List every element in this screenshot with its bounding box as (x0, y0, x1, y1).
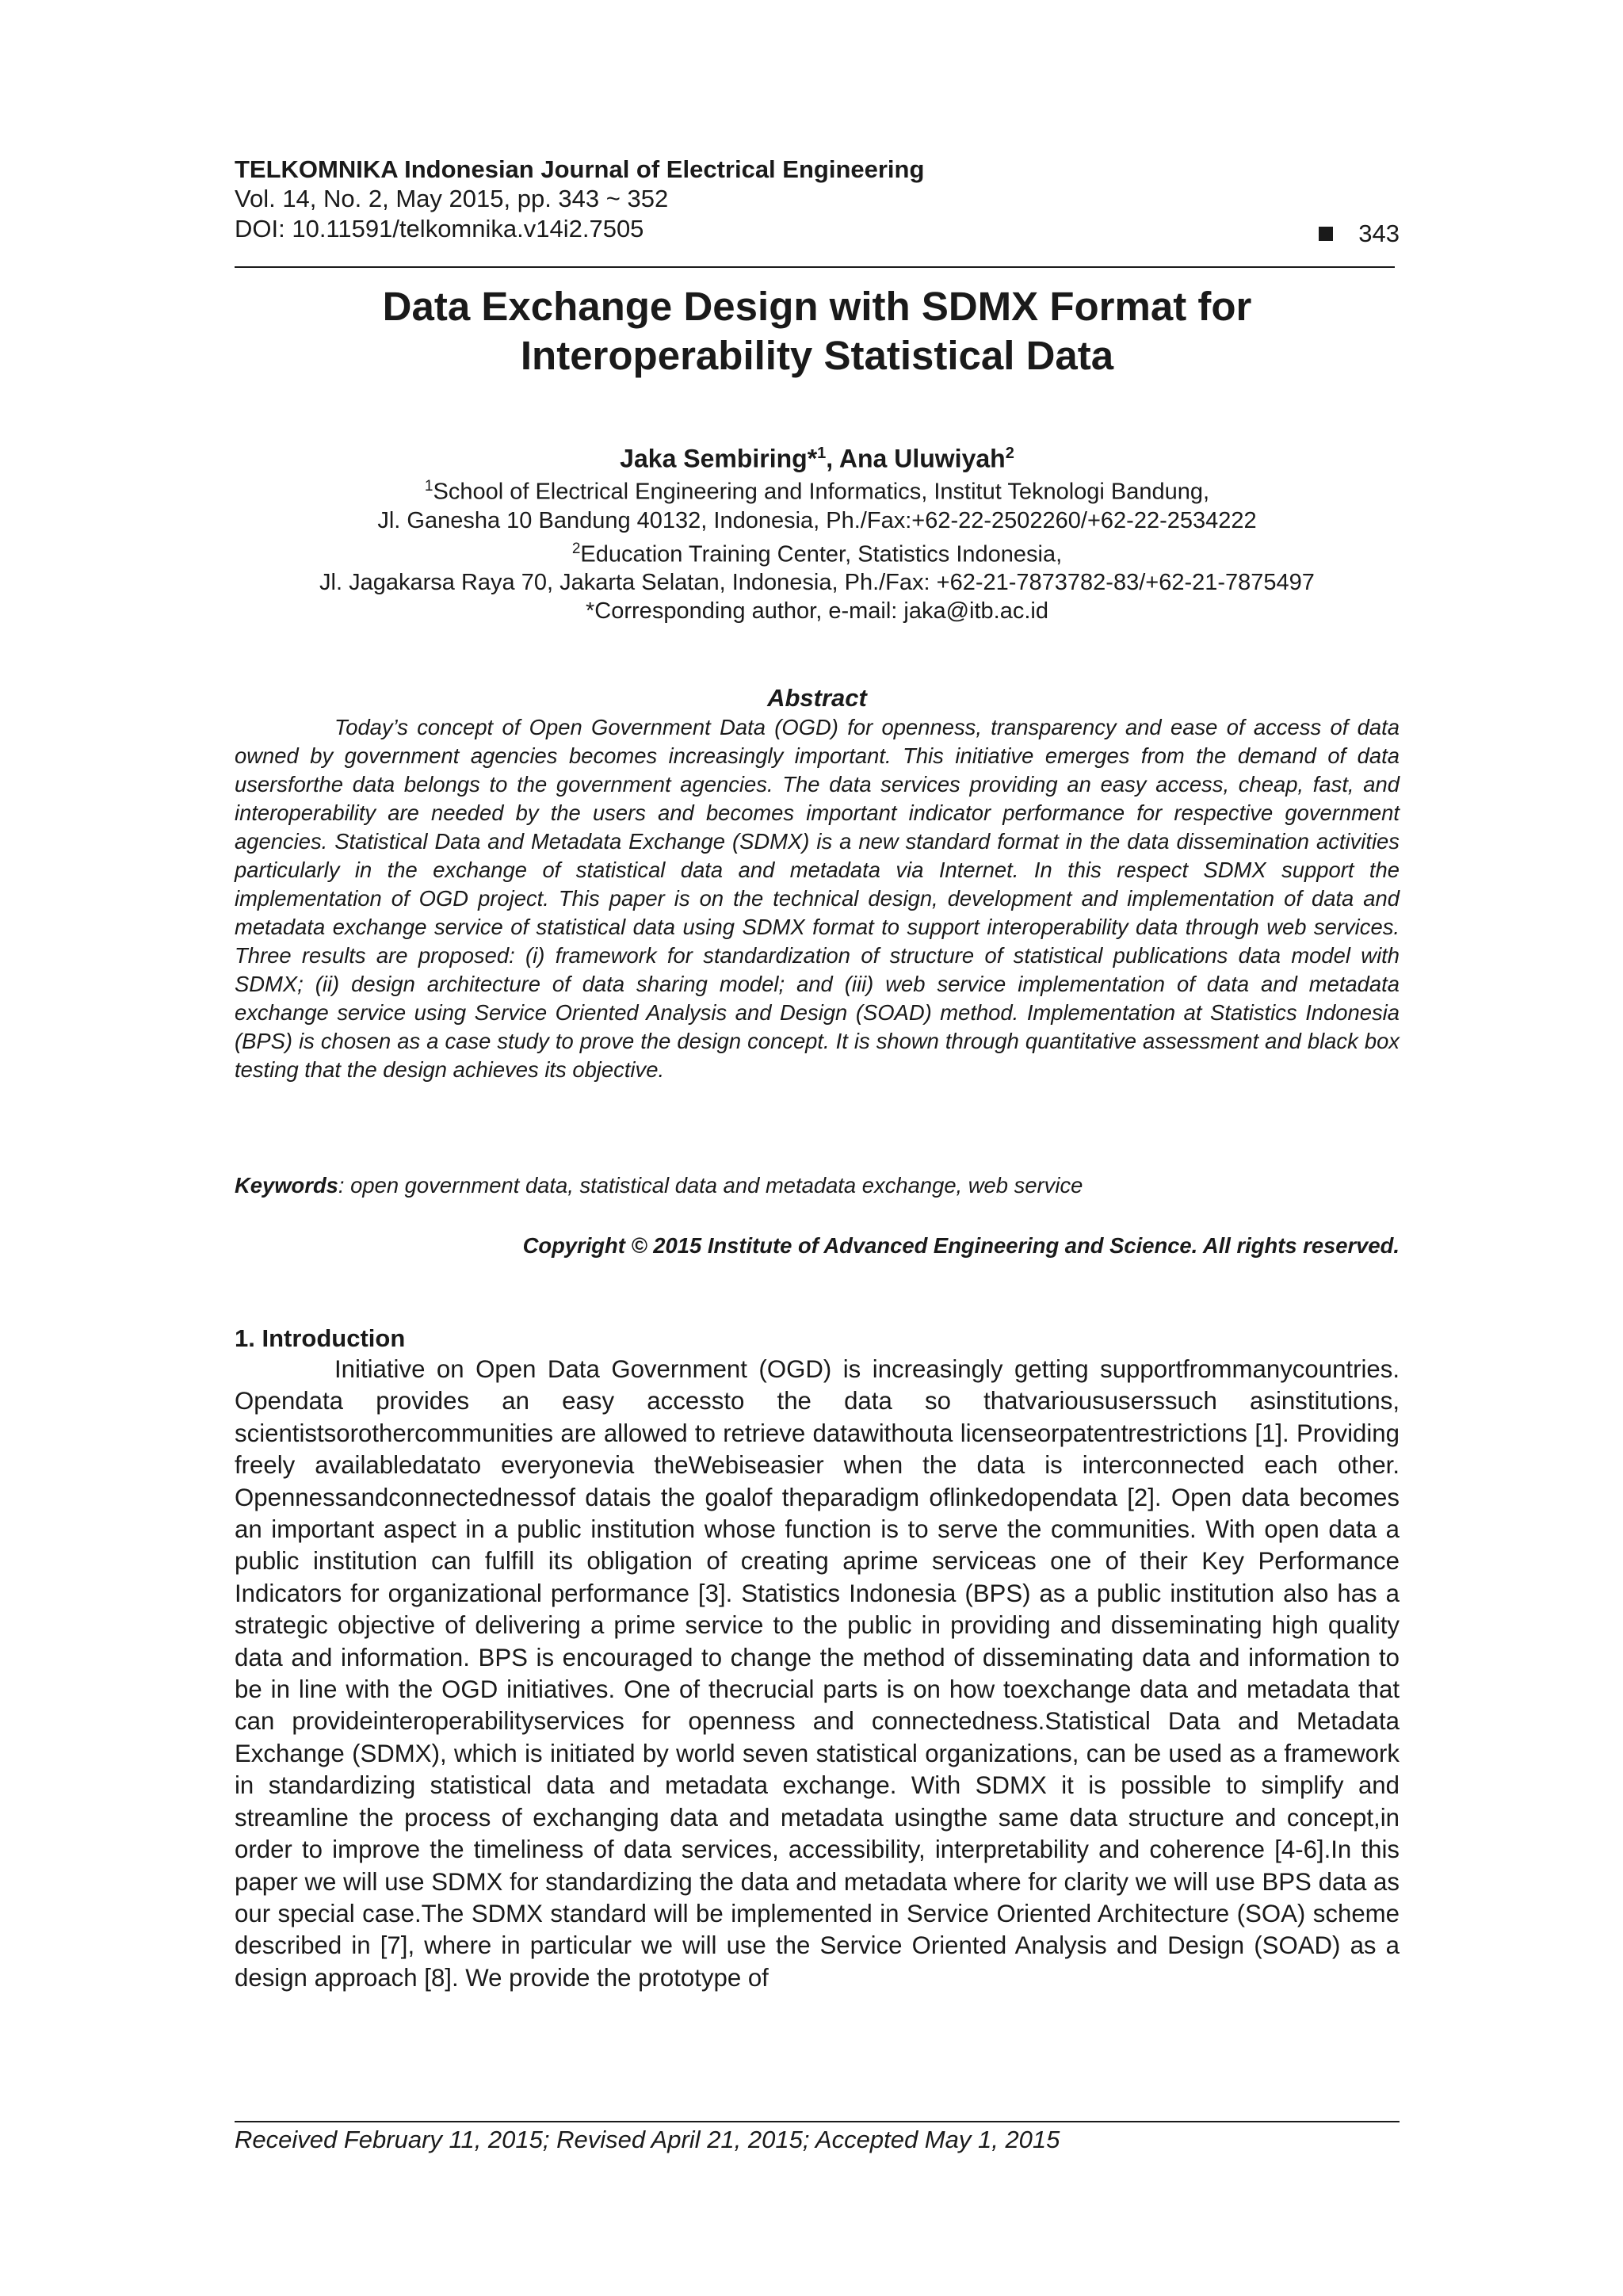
affiliation-2-mark: 2 (571, 540, 581, 557)
section-heading-introduction: 1. Introduction (235, 1324, 406, 1352)
abstract-heading: Abstract (767, 684, 867, 712)
affiliation-2-line-2: Jl. Jagakarsa Raya 70, Jakarta Selatan, Indonesia, Ph./Fax: +62-21-7873782-83/+62-21-7875497 (319, 570, 1315, 596)
keywords-label: Keywords (235, 1173, 338, 1198)
journal-name: TELKOMNIKA Indonesian Journal of Electrical Engineering (235, 155, 925, 183)
author-separator: , (826, 444, 839, 473)
introduction-body (235, 1354, 1400, 1994)
corresponding-author: *Corresponding author, e-mail: jaka@itb.ac.id (586, 598, 1048, 625)
square-bullet-icon (1319, 227, 1333, 241)
abstract (235, 713, 1400, 1084)
affiliation-1-line-2: Jl. Ganesha 10 Bandung 40132, Indonesia, Ph./Fax:+62-22-2502260/+62-22-2534222 (377, 507, 1257, 533)
volume-info: Vol. 14, No. 2, May 2015, pp. 343 ~ 352 (235, 185, 669, 212)
affiliation-2-name: Education Training Center, Statistics Indonesia, (580, 541, 1063, 567)
page-number: 343 (1358, 220, 1400, 247)
affiliation-2-line-1 (235, 535, 1400, 569)
title-line-2: Interoperability Statistical Data (520, 333, 1114, 378)
affiliations (235, 472, 1400, 625)
author-1-affil-mark: 1 (817, 445, 827, 462)
doi: DOI: 10.11591/telkomnika.v14i2.7505 (235, 215, 644, 243)
copyright-notice: Copyright © 2015 Institute of Advanced Engineering and Science. All rights reserved. (522, 1233, 1400, 1258)
keywords-text: : open government data, statistical data and metadata exchange, web service (338, 1173, 1083, 1198)
affiliation-1-mark: 1 (424, 478, 433, 495)
author-1: Jaka Sembiring* (620, 444, 818, 473)
introduction-paragraph: Initiative on Open Data Government (OGD) is increasingly getting supportfrommanycountries. Opendata provides an easy accessto the data so thatvarioususerssuch asinstitutions, scientistsorothercommunities are allowed to retrieve datawithouta licenseorpatentrestrictions [1]. Providing freely availabledatato everyonevia theWebiseasier when the data is interconnected each other. Opennessandconnectednessof datais the goalof theparadigm oflinkedopendata [2]. Open data becomes an important aspect in a public institution whose function is to serve the communities. With open data a public institution can fulfill its obligation of creating aprime serviceas one of their Key Performance Indicators for organizational performance [3]. Statistics Indonesia (BPS) as a public institution also has a strategic objective of delivering a prime service to the public in providing and disseminating high quality data and information. BPS is encouraged to change the method of disseminating data and information to be in line with the OGD initiatives. One of thecrucial parts is on how toexchange data and metadata that can provideinteroperabilityservices for openness and connectedness.Statistical Data and Metadata Exchange (SDMX), which is initiated by world seven statistical organizations, can be used as a framework in standardizing statistical data and metadata exchange. With SDMX it is possible to simplify and streamline the process of exchanging data and metadata usingthe same data structure and concept,in order to improve the timeliness of data services, accessibility, interpretability and coherence [4-6].In this paper we will use SDMX for standardizing the data and metadata where for clarity we will use BPS data as our special case.The SDMX standard will be implemented in Service Oriented Architecture (SOA) scheme described in [7], where in particular we will use the Service Oriented Analysis and Design (SOAD) as a design approach [8]. We provide the prototype of (235, 1355, 1400, 1992)
header-divider (235, 266, 1395, 268)
author-list (235, 437, 1400, 475)
running-header (235, 155, 1400, 247)
received-dates: Received February 11, 2015; Revised April 21, 2015; Accepted May 1, 2015 (235, 2126, 1060, 2153)
footer-divider (235, 2121, 1400, 2122)
paper-title (235, 282, 1400, 380)
author-2: Ana Uluwiyah (838, 444, 1006, 473)
author-2-affil-mark: 2 (1005, 445, 1014, 462)
affiliation-1-name: School of Electrical Engineering and Informatics, Institut Teknologi Bandung, (433, 479, 1210, 505)
affiliation-1-line-1 (235, 472, 1400, 506)
keywords (235, 1171, 1400, 1200)
title-line-1: Data Exchange Design with SDMX Format for (382, 284, 1252, 329)
abstract-text: Today’s concept of Open Government Data (OGD) for openness, transparency and ease of access of data owned by government agencies becomes increasingly important. This initiative emerges from the demand of data usersforthe data belongs to the government agencies. The data services providing an easy access, cheap, fast, and interoperability are needed by the users and becomes important indicator performance for respective government agencies. Statistical Data and Metadata Exchange (SDMX) is a new standard format in the data dissemination activities particularly in the exchange of statistical data and metadata via Internet. In this respect SDMX support the implementation of OGD project. This paper is on the technical design, development and implementation of data and metadata exchange service of statistical data using SDMX format to support interoperability data through web services. Three results are proposed: (i) framework for standardization of structure of statistical publications data model with SDMX; (ii) design architecture of data sharing model; and (iii) web service implementation of data and metadata exchange service using Service Oriented Analysis and Design (SOAD) method. Implementation at Statistics Indonesia (BPS) is chosen as a case study to prove the design concept. It is shown through quantitative assessment and black box testing that the design achieves its objective. (235, 715, 1400, 1082)
